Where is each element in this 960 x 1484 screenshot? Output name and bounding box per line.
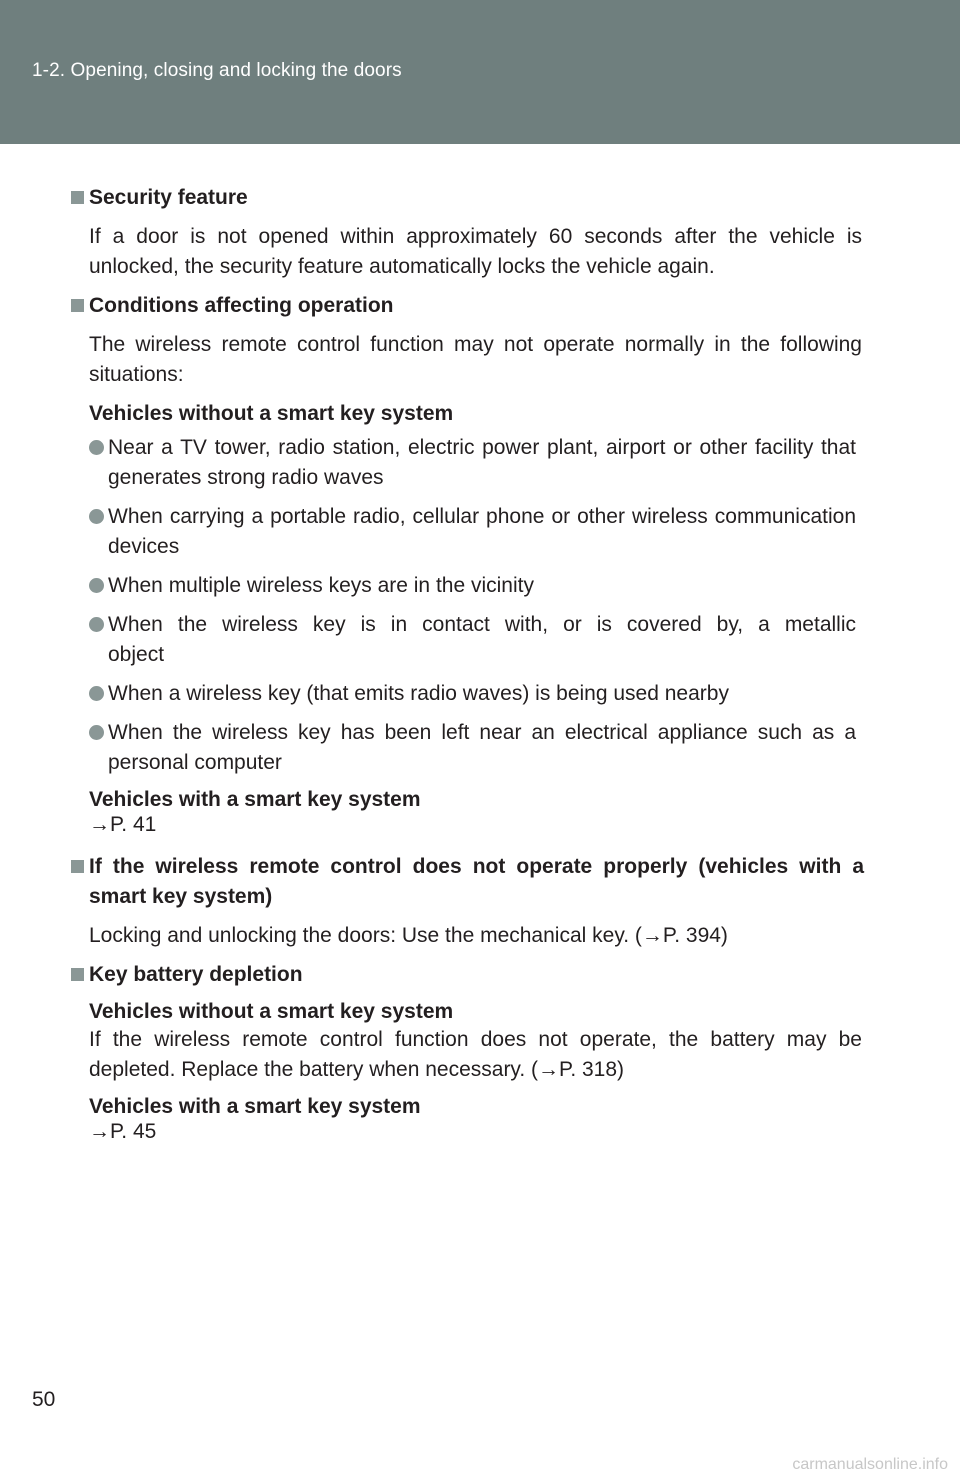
header-title: 1-2. Opening, closing and locking the doors (32, 60, 402, 81)
section-title: If the wireless remote control does not operate properly (vehicles with a smart key system) (89, 855, 864, 908)
page-content (0, 183, 960, 1144)
list-item: When a wireless key (that emits radio waves) is being used nearby (108, 679, 856, 709)
section-intro: The wireless remote control function may not operate normally in the following situations: (89, 333, 862, 386)
page-reference-link[interactable]: →P. 45 (89, 1120, 157, 1143)
section-text: Locking and unlocking the doors: Use the mechanical key. (→P. 394) (89, 924, 728, 947)
list-item: When the wireless key is in contact with, or is covered by, a metallic object (108, 610, 856, 670)
section-title: Conditions affecting operation (89, 294, 394, 317)
list-item: When multiple wireless keys are in the vicinity (108, 571, 856, 601)
conditions-list (0, 433, 960, 778)
section-conditions (0, 291, 960, 837)
section-title: Key battery depletion (89, 963, 303, 986)
section-battery (0, 960, 960, 1144)
square-bullet-icon (71, 191, 84, 204)
round-bullet-icon (89, 686, 104, 701)
section-not-operate (0, 852, 960, 951)
list-item: When carrying a portable radio, cellular phone or other wireless communication devices (108, 502, 856, 562)
round-bullet-icon (89, 440, 104, 455)
list-item: When the wireless key has been left near an electrical appliance such as a personal computer (108, 718, 856, 778)
page-number: 50 (32, 1388, 56, 1411)
square-bullet-icon (71, 860, 84, 873)
round-bullet-icon (89, 725, 104, 740)
subheading-with-smart-key: Vehicles with a smart key system (89, 788, 421, 811)
square-bullet-icon (71, 968, 84, 981)
round-bullet-icon (89, 617, 104, 632)
page-reference-link[interactable]: →P. 41 (89, 813, 157, 836)
subheading-without-smart-key: Vehicles without a smart key system (89, 402, 454, 425)
subheading-without-smart-key: Vehicles without a smart key system (89, 1000, 454, 1023)
square-bullet-icon (71, 299, 84, 312)
round-bullet-icon (89, 578, 104, 593)
watermark: carmanualsonline.info (792, 1456, 948, 1473)
list-item: Near a TV tower, radio station, electric power plant, airport or other facility that generates strong radio waves (108, 433, 856, 493)
section-text: If the wireless remote control function does not operate, the battery may be depleted. Replace the battery when necessary. (→P. 318) (89, 1028, 862, 1081)
section-security (0, 183, 960, 282)
section-text: If a door is not opened within approximately 60 seconds after the vehicle is unlocked, the security feature automatically locks the vehicle again. (89, 225, 862, 278)
section-title: Security feature (89, 186, 248, 209)
round-bullet-icon (89, 509, 104, 524)
subheading-with-smart-key: Vehicles with a smart key system (89, 1095, 421, 1118)
page-header (0, 0, 960, 144)
